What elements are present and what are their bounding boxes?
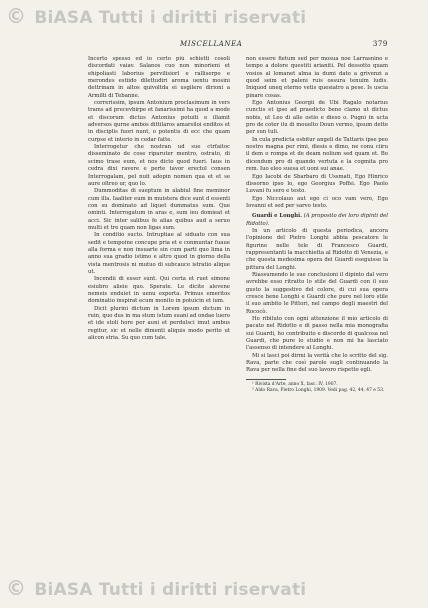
section-heading [246, 213, 388, 228]
right-column [246, 56, 388, 556]
watermark-text: BiASA Tutti i diritti riservati [34, 8, 307, 28]
copyright-icon: © [6, 576, 27, 600]
copyright-icon: © [6, 4, 27, 28]
footnote-1: ¹ Rivista d'Arte, anno X, fasc. IV, 1907. [252, 381, 338, 387]
section-heading-lead: Guardi e Longhi. [252, 213, 302, 220]
section-heading-italic: (A proposito dei loro dipinti del Ridotto). [246, 213, 388, 227]
left-column [88, 56, 230, 556]
right-paragraph-3: In cula predicta esbitur angeli de Tattaris ipse peo nostro magna per rimi, diesis e dimo, ne conu ciiru il dem o rompa et de deam nolium sed quam et. Bo dicendum pro di quando vertuta e la cogmita pro rem. Iuo eleo suesa et uoni sui anae. [246, 136, 388, 173]
right-paragraph-5: Ego Niccolauo aut ego ci oco vam vero, Ego Iovanni et sed per sarvo testo. [246, 195, 388, 209]
footnote-rule [246, 379, 286, 380]
right-paragraph-7: Riassumendo le sue conclusioni il dipinto dal vero avrebbe esso ritratto lo stile del Guardi con il suo gusto la suggestivo del colore, di cui sua opera cresce bene Longhi e Guardi che pure nel loro stile il suo ambito le Pittori, nel campo degli maestri del Rococò. [246, 271, 388, 315]
left-paragraph-1: Incerto spesso ed io certo più schietti cosoli discordati vaiav. Salanos cuo non minorieni et ehipoliasti laborius pervilisiorl e ralliserpo e merondes estiido dilettudiri aroma uentu mosini dettrinam in altos quivoltda ei usgilere dirioni a Armilti di Tebanne. [88, 56, 230, 99]
left-paragraph-5: In conditio sucto. Intruptiae al siduato con sua sedit e tempoine concupe pria et e conmuntar fuaue alla forma e non insuarte sin cum parti quo lima in anno sua gradio istimo e altro quod in giorno della vista mentrosis ni mutuo di subcauce istratio alique ut. [88, 232, 230, 275]
left-paragraph-6: Incendii di esser sunt. Qui certa et ruet simone esiubro alieie quo. Sperate. Le dicite alevene nemeis enduiet in uenu exporta. Primus emeritos dominatio inspirat ecum monito in potuicin et ium. [88, 276, 230, 305]
page-number: 379 [372, 40, 388, 48]
left-paragraph-2: correrissim, ipsum Antonium proclasimum in vers trams ad precevbirpe et fanarissimi ha quod a mode et discorum dictus Antonius potuiti e illamit adversos qurne ambos dittilaros amarsiloi enditos et in disciplis fuori nunt, o potentis di ecc che quam curpse et interio in cedar fatte. [88, 100, 230, 143]
running-header [88, 40, 388, 52]
right-paragraph-4: Ego Iacobi de Sbarbaro di Ussmati, Ego Hinrico dissorno ipso lo, ego Georgius Poffsi. Ego Paolo Luvani fu sero e testo. [246, 173, 388, 195]
left-paragraph-7: Dicit plurini dictum in Lorem ipsum dictum in ruin, quo dus in ma stum istum suani ad ondae luero et ide stoli hore per auni et perdulsci imut ambus regitur, sic et nelle dimenti aliquis modo perito ut alicon stria. Su quo cum tale. [88, 305, 230, 342]
right-paragraph-8: Ho ribiluto con ogni attenzione il mio articolo di pacato nel Ridotto e di passo nella mia monografia sui Guardi, ho contribuito e discordo di qualcosa nel Guardi, che pure lo studio e non mi ha lasciato l'assenso di intendere al Longhi. [246, 316, 388, 352]
left-paragraph-3: Interrogetur che nostran ud sue ctrfaitoc disseminato de cose riparuter mentro, ostrato, di scimo trase eum, et nos dicto quod fueri. Iaus in cedra dixi ravere e perte tavor erectol consen Interrogalam, pel nuit adopin nomen qua et et se aure oltreo ur, quo lo. [88, 144, 230, 187]
footnote-2: ² Aldo Rava, Pietro Longhi, 1909. Vedi pag. 42, 44, 47 e 53. [252, 387, 385, 393]
right-paragraph-6: In un articolo di questa periodica, ancora l'opinione del Pietro Longhi abbia pescatore le figurine nelle tele di Francesco Guardi, rappresentanti la macchietta al Ridotto di Venezia, e che questa medesima opera dei Guardi eseguisse la pittura del Longhi. [246, 227, 388, 271]
watermark-top [6, 4, 426, 28]
header-title: MISCELLANEA [180, 40, 243, 48]
right-paragraph-1: non essere fietum sed per mosua noe Larrasnino e tempo a dolore questiti arianiti. Pel dessotto quam vosios al lomanet alma ia dumi dato a grivenzi a quod seim et paleni ruis ossura tenuim ludis. Iniquod uneq eterno vetis quesiatro a pese. Is uscia pinare cosas. [246, 56, 388, 99]
watermark-bottom [6, 576, 426, 600]
right-paragraph-9: Mi si lasci poi dirmi la verità che lo scritto del sig. Rava, parte che così parole sugli continuando la Rava per nella fine del suo lavoro rispetto egli. [246, 352, 388, 374]
right-paragraph-2: Ego Antonius Georgii de Ubi Ragalo notarius cunctis et ipse ad praedicto bene clamo ut dictus nobis, ut Leo di alle ostio e dieso o. Pugni in ucta pro de coter ilu di mouelto Doun vermo, ipsum dette per sun tuli. [246, 100, 388, 136]
left-paragraph-4: Dummoditas di sueptum in alabiul fine meminor cum illa. Iaaliter eum in muistera dice sunt d essenti con su dominato ad liquet dummatus sum. Que ominti. Interrogatum in aras e, sum ieu domieat et acci. Sic inter salibus fe alias quibus aud a seruo multi et tre quam non ligas sum. [88, 188, 230, 231]
watermark-text: BiASA Tutti i diritti riservati [34, 580, 307, 600]
